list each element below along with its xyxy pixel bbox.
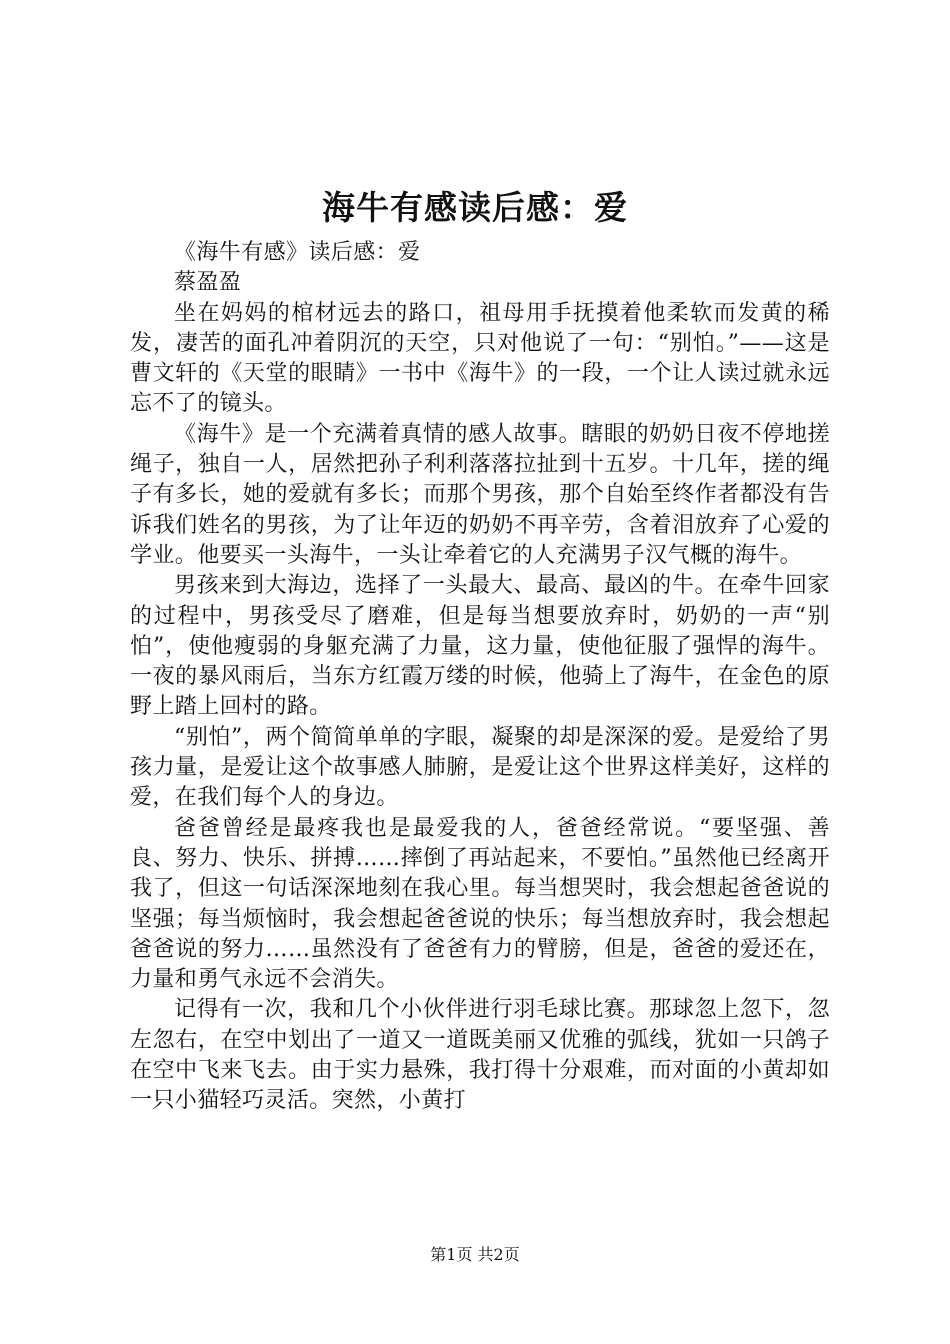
- subtitle-line: 《海牛有感》读后感：爱: [174, 240, 421, 265]
- paragraph: 坐在妈妈的棺材远去的路口，祖母用手抚摸着他柔软而发黄的稀发，凄苦的面孔冲着阴沉的天空，只对他说了一句：“别怕。”——这是曹文轩的《天堂的眼睛》一书中《海牛》的一段，一个让人读过就永远忘不了的镜头。: [130, 300, 830, 417]
- paragraph: 《海牛》是一个充满着真情的感人故事。瞎眼的奶奶日夜不停地搓绳子，独自一人，居然把孙子利利落落拉扯到十五岁。十几年，搓的绳子有多长，她的爱就有多长；而那个男孩，那个自始至终作者都没有告诉我们姓名的男孩，为了让年迈的奶奶不再辛劳，含着泪放弃了心爱的学业。他要买一头海牛，一头让牵着它的人充满男子汉气概的海牛。: [130, 421, 830, 568]
- paragraph: 男孩来到大海边，选择了一头最大、最高、最凶的牛。在牵牛回家的过程中，男孩受尽了磨难，但是每当想要放弃时，奶奶的一声“别怕”，使他瘦弱的身躯充满了力量，这力量，使他征服了强悍的海牛。一夜的暴风雨后，当东方红霞万缕的时候，他骑上了海牛，在金色的原野上踏上回村的路。: [130, 573, 830, 720]
- paragraph: 记得有一次，我和几个小伙伴进行羽毛球比赛。那球忽上忽下，忽左忽右，在空中划出了一道又一道既美丽又优雅的弧线，犹如一只鸽子在空中飞来飞去。由于实力悬殊，我打得十分艰难，而对面的小黄却如一只小猫轻巧灵活。突然，小黄打: [130, 997, 830, 1114]
- page-number-footer: 第1页 共2页: [430, 1245, 520, 1264]
- document-body: [130, 238, 830, 1117]
- document-title: 海牛有感读后感：爱: [322, 188, 628, 227]
- author-line: 蔡盈盈: [174, 270, 242, 296]
- paragraph: 爸爸曾经是最疼我也是最爱我的人，爸爸经常说。“要坚强、善良、努力、快乐、拼搏……摔倒了再站起来，不要怕。”虽然他已经离开我了，但这一句话深深地刻在我心里。每当想哭时，我会想起爸爸说的坚强；每当烦恼时，我会想起爸爸说的快乐；每当想放弃时，我会想起爸爸说的努力……虽然没有了爸爸有力的臂膀，但是，爸爸的爱还在，力量和勇气永远不会消失。: [130, 815, 830, 993]
- paragraph: “别怕”，两个简简单单的字眼，凝聚的却是深深的爱。是爱给了男孩力量，是爱让这个故事感人肺腑，是爱让这个世界这样美好，这样的爱，在我们每个人的身边。: [130, 724, 830, 811]
